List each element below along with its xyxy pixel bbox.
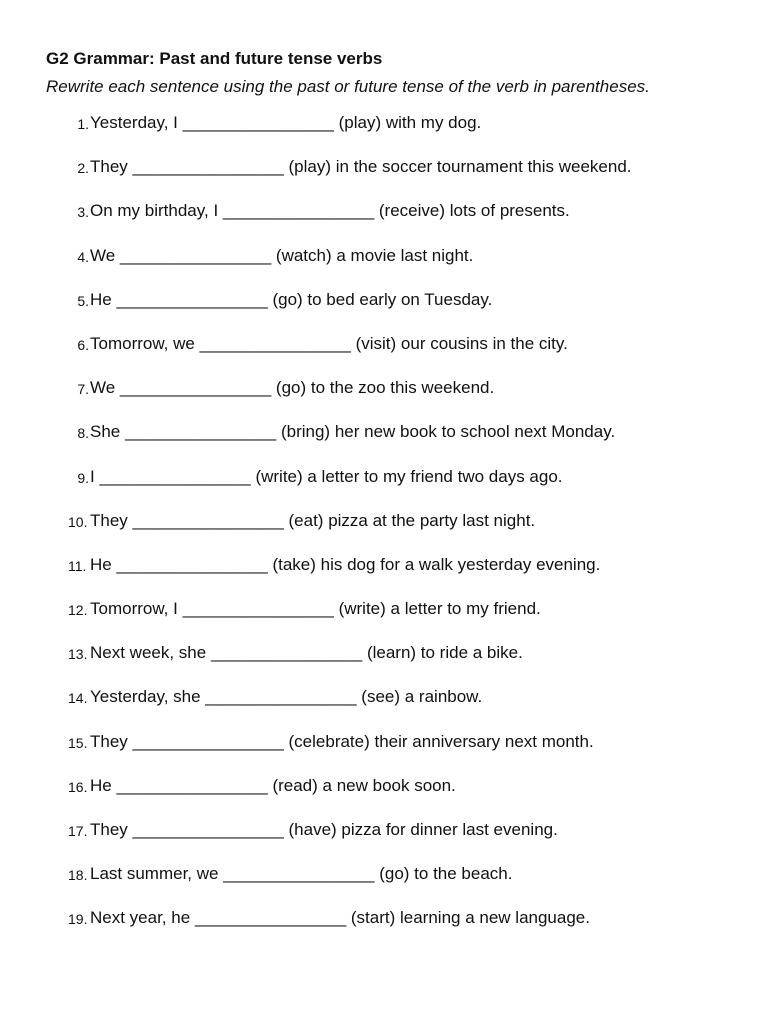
question-text: He ________________ (read) a new book soon. xyxy=(90,775,456,795)
question-text: Yesterday, I ________________ (play) with my dog. xyxy=(90,113,482,132)
question-number: 8. xyxy=(77,425,89,442)
question-number: 16. xyxy=(68,778,88,795)
question-text: Next week, she ________________ (learn) to ride a bike. xyxy=(90,643,523,663)
question-number: 4. xyxy=(77,248,89,265)
question-number: 14. xyxy=(68,690,88,707)
question-text: They ________________ (celebrate) their anniversary next month. xyxy=(90,731,594,751)
worksheet-instructions: Rewrite each sentence using the past or future tense of the verb in parentheses. xyxy=(46,77,650,96)
question-text: They ________________ (eat) pizza at the party last night. xyxy=(90,510,536,530)
question-number: 1. xyxy=(77,116,89,132)
question-number: 12. xyxy=(68,602,88,619)
question-number: 11. xyxy=(68,557,87,574)
question-number: 10. xyxy=(68,513,88,530)
question-text: I ________________ (write) a letter to my friend two days ago. xyxy=(90,466,563,486)
question-number: 5. xyxy=(77,292,89,309)
question-text: Yesterday, she ________________ (see) a rainbow. xyxy=(90,687,483,707)
question-text: They ________________ (have) pizza for dinner last evening. xyxy=(90,820,558,839)
question-text: We ________________ (go) to the zoo this weekend. xyxy=(90,378,495,398)
question-text: He ________________ (go) to bed early on Tuesday. xyxy=(90,289,493,309)
question-text: Next year, he ________________ (start) learning a new language. xyxy=(90,908,590,928)
worksheet-title: G2 Grammar: Past and future tense verbs xyxy=(46,49,383,68)
question-text: Tomorrow, we ________________ (visit) our cousins in the city. xyxy=(90,333,568,353)
question-text: Tomorrow, I ________________ (write) a letter to my friend. xyxy=(90,599,541,619)
question-number: 6. xyxy=(77,336,89,353)
question-text: They ________________ (play) in the soccer tournament this weekend. xyxy=(90,157,632,177)
question-text: Last summer, we ________________ (go) to the beach. xyxy=(90,864,513,884)
question-number: 3. xyxy=(77,204,89,221)
question-number: 7. xyxy=(77,381,89,398)
question-text: We ________________ (watch) a movie last night. xyxy=(90,245,474,265)
question-number: 17. xyxy=(68,823,88,839)
question-text: He ________________ (take) his dog for a walk yesterday evening. xyxy=(90,554,601,574)
question-number: 9. xyxy=(77,469,89,486)
question-number: 13. xyxy=(68,646,88,663)
question-text: On my birthday, I ________________ (receive) lots of presents. xyxy=(90,201,570,221)
question-text: She ________________ (bring) her new book to school next Monday. xyxy=(90,422,616,442)
question-number: 15. xyxy=(68,734,88,751)
question-number: 19. xyxy=(68,911,88,928)
question-number: 2. xyxy=(77,160,89,177)
question-number: 18. xyxy=(68,867,88,884)
